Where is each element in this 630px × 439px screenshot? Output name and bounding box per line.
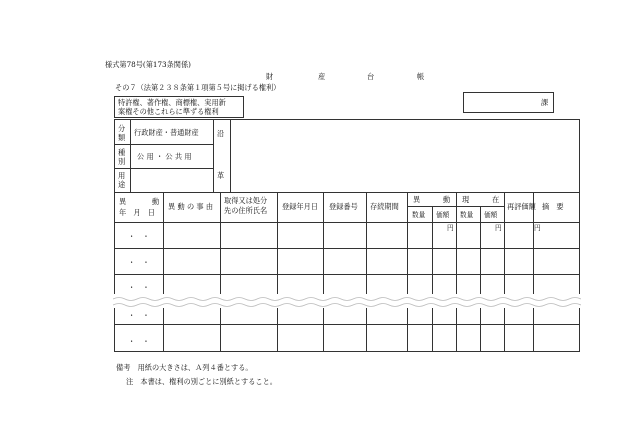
- title-char-1: 財: [266, 72, 274, 81]
- hdr-change-2: 動: [443, 195, 451, 204]
- hdr-reg-date: 登録年月日: [282, 202, 318, 211]
- youto-label-1: 用: [118, 171, 126, 180]
- enkaku-label-2: 革: [217, 171, 225, 180]
- hdr-reason: 異 動 の 事 由: [168, 202, 214, 211]
- row-date: ・ ・: [128, 258, 150, 267]
- ledger-table: [114, 192, 580, 352]
- remark-note: 注 本書は、権利の別ごとに別紙とすること。: [126, 377, 277, 386]
- hdr-value-2: 価額: [484, 211, 498, 219]
- row-date: ・ ・: [128, 337, 150, 346]
- rights-line-1: 特許権、著作権、商標権、実用新: [118, 98, 226, 107]
- torn-edge-icon: [113, 295, 581, 308]
- hdr-value: 価額: [436, 211, 450, 219]
- row-date: ・ ・: [128, 232, 150, 241]
- hdr-idou-1: 異: [119, 197, 127, 206]
- hdr-reg-number: 登録番号: [329, 202, 358, 211]
- title-char-4: 帳: [417, 72, 425, 81]
- hdr-notes: 摘 要: [542, 202, 564, 211]
- shubetsu-label-1: 種: [118, 148, 126, 157]
- department-label: 課: [541, 98, 549, 107]
- title-char-2: 産: [318, 72, 326, 81]
- yen-mark: 円: [534, 224, 541, 232]
- rights-line-2: 案権その他これらに準ずる権利: [118, 107, 219, 116]
- hdr-idou-2: 動: [152, 197, 160, 206]
- hdr-duration: 存続期間: [370, 202, 399, 211]
- row-date: ・ ・: [128, 311, 150, 320]
- hdr-acquirer-2: 先の住所氏名: [224, 206, 268, 215]
- title-char-3: 台: [367, 72, 375, 81]
- bunrui-label-1: 分: [118, 124, 126, 133]
- remark-size: 備考 用紙の大きさは、Ａ列４番とする。: [116, 363, 253, 372]
- hdr-change-4: 在: [492, 195, 500, 204]
- youto-label-2: 途: [118, 180, 126, 189]
- hdr-qty: 数量: [412, 211, 426, 219]
- torn-break: [113, 294, 581, 308]
- yen-mark: 円: [495, 224, 502, 232]
- hdr-date: 年 月 日: [119, 208, 155, 217]
- hdr-acquirer-1: 取得又は処分: [224, 196, 268, 205]
- yen-mark: 円: [447, 224, 454, 232]
- form-subtitle: その７（法第２３８条第１項第５号に掲げる権利）: [115, 83, 281, 92]
- bunrui-value: 行政財産・普通財産: [134, 128, 199, 137]
- enkaku-label-1: 沿: [217, 129, 225, 138]
- form-number: 様式第78号(第173条関係): [105, 60, 191, 69]
- shubetsu-value: 公 用 ・ 公 共 用: [137, 152, 192, 161]
- hdr-change-1: 異: [413, 195, 421, 204]
- shubetsu-label-2: 別: [118, 157, 126, 166]
- row-date: ・ ・: [128, 283, 150, 292]
- hdr-change-3: 現: [462, 195, 470, 204]
- bunrui-label-2: 類: [118, 133, 126, 142]
- hdr-reeval: 再評価額: [507, 202, 536, 211]
- hdr-qty-2: 数量: [460, 211, 474, 219]
